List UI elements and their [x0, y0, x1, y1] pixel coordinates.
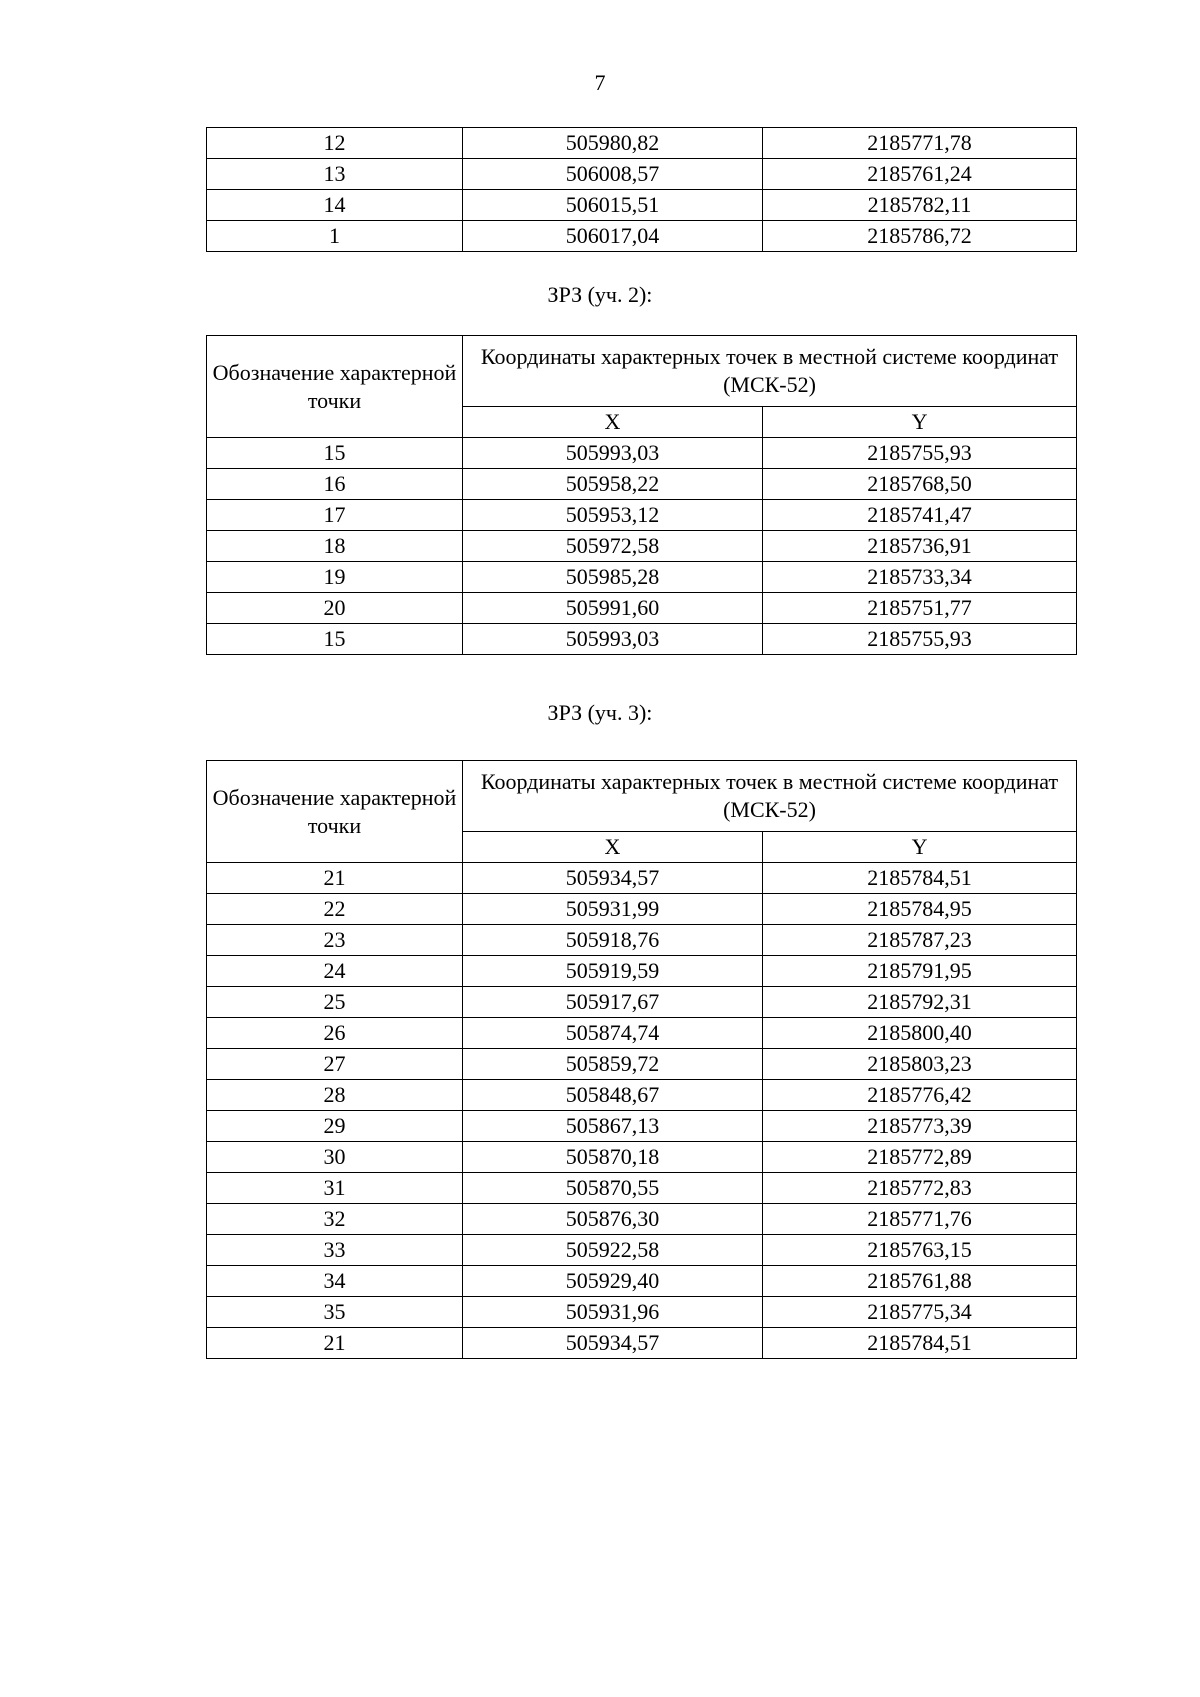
cell-point-number: 17: [207, 500, 463, 531]
table-row: [207, 624, 1077, 655]
section-caption-2: ЗРЗ (уч. 2):: [547, 282, 653, 307]
header-x: X: [463, 407, 763, 438]
cell-x: 505874,74: [463, 1018, 763, 1049]
cell-y: 2185736,91: [763, 531, 1077, 562]
cell-x: 505917,67: [463, 987, 763, 1018]
cell-point-number: 24: [207, 956, 463, 987]
table-row: [207, 128, 1077, 159]
cell-x: 506008,57: [463, 159, 763, 190]
cell-point-number: 18: [207, 531, 463, 562]
header-coordinates: Координаты характерных точек в местной системе координат (МСК-52): [463, 761, 1077, 832]
cell-y: 2185782,11: [763, 190, 1077, 221]
cell-x: 505929,40: [463, 1266, 763, 1297]
cell-point-number: 22: [207, 894, 463, 925]
table-row: [207, 1080, 1077, 1111]
cell-x: 505985,28: [463, 562, 763, 593]
cell-point-number: 31: [207, 1173, 463, 1204]
cell-y: 2185755,93: [763, 438, 1077, 469]
table-body: [207, 128, 1077, 252]
table-row: [207, 956, 1077, 987]
cell-x: 505953,12: [463, 500, 763, 531]
cell-point-number: 32: [207, 1204, 463, 1235]
cell-x: 505972,58: [463, 531, 763, 562]
coordinates-table-section-3: [206, 760, 1077, 1359]
cell-y: 2185761,24: [763, 159, 1077, 190]
cell-y: 2185763,15: [763, 1235, 1077, 1266]
cell-y: 2185733,34: [763, 562, 1077, 593]
cell-y: 2185784,51: [763, 1328, 1077, 1359]
table-header: [207, 761, 1077, 863]
cell-point-number: 14: [207, 190, 463, 221]
coordinates-table-continuation: [206, 127, 1077, 252]
coordinates-table-section-2: [206, 335, 1077, 655]
table-row: [207, 894, 1077, 925]
cell-y: 2185773,39: [763, 1111, 1077, 1142]
header-coordinates: Координаты характерных точек в местной системе координат (МСК-52): [463, 336, 1077, 407]
cell-y: 2185784,95: [763, 894, 1077, 925]
cell-y: 2185792,31: [763, 987, 1077, 1018]
table-row: [207, 221, 1077, 252]
cell-point-number: 30: [207, 1142, 463, 1173]
table-row: [207, 1018, 1077, 1049]
cell-x: 505859,72: [463, 1049, 763, 1080]
header-y: Y: [763, 832, 1077, 863]
table-row: [207, 562, 1077, 593]
cell-point-number: 33: [207, 1235, 463, 1266]
table-row: [207, 863, 1077, 894]
cell-point-number: 25: [207, 987, 463, 1018]
table-row: [207, 1204, 1077, 1235]
table-row: [207, 159, 1077, 190]
cell-y: 2185787,23: [763, 925, 1077, 956]
cell-y: 2185775,34: [763, 1297, 1077, 1328]
table-row: [207, 1049, 1077, 1080]
table-row: [207, 1266, 1077, 1297]
cell-y: 2185755,93: [763, 624, 1077, 655]
cell-y: 2185800,40: [763, 1018, 1077, 1049]
cell-y: 2185786,72: [763, 221, 1077, 252]
table-row: [207, 531, 1077, 562]
cell-point-number: 12: [207, 128, 463, 159]
cell-point-number: 21: [207, 863, 463, 894]
cell-x: 505991,60: [463, 593, 763, 624]
cell-y: 2185776,42: [763, 1080, 1077, 1111]
cell-point-number: 20: [207, 593, 463, 624]
cell-x: 505922,58: [463, 1235, 763, 1266]
cell-x: 505980,82: [463, 128, 763, 159]
cell-y: 2185803,23: [763, 1049, 1077, 1080]
cell-y: 2185771,76: [763, 1204, 1077, 1235]
header-point-designation: Обозначение характерной точки: [207, 761, 463, 863]
table-body: [207, 438, 1077, 655]
cell-x: 505919,59: [463, 956, 763, 987]
cell-x: 505918,76: [463, 925, 763, 956]
cell-point-number: 35: [207, 1297, 463, 1328]
table-row: [207, 190, 1077, 221]
cell-point-number: 21: [207, 1328, 463, 1359]
cell-point-number: 26: [207, 1018, 463, 1049]
cell-point-number: 34: [207, 1266, 463, 1297]
table-row: [207, 593, 1077, 624]
cell-point-number: 1: [207, 221, 463, 252]
table-row: [207, 1142, 1077, 1173]
page-number: 7: [594, 70, 606, 95]
cell-point-number: 16: [207, 469, 463, 500]
cell-x: 505848,67: [463, 1080, 763, 1111]
table-row: [207, 1328, 1077, 1359]
cell-point-number: 15: [207, 624, 463, 655]
header-point-designation: Обозначение характерной точки: [207, 336, 463, 438]
cell-x: 505931,96: [463, 1297, 763, 1328]
header-x: X: [463, 832, 763, 863]
header-y: Y: [763, 407, 1077, 438]
cell-y: 2185761,88: [763, 1266, 1077, 1297]
cell-y: 2185772,89: [763, 1142, 1077, 1173]
cell-y: 2185741,47: [763, 500, 1077, 531]
cell-x: 505931,99: [463, 894, 763, 925]
cell-x: 506015,51: [463, 190, 763, 221]
table-body: [207, 863, 1077, 1359]
cell-x: 505993,03: [463, 624, 763, 655]
cell-y: 2185791,95: [763, 956, 1077, 987]
table-row: [207, 500, 1077, 531]
cell-y: 2185771,78: [763, 128, 1077, 159]
cell-x: 505934,57: [463, 863, 763, 894]
cell-x: 505876,30: [463, 1204, 763, 1235]
cell-y: 2185784,51: [763, 863, 1077, 894]
cell-x: 505958,22: [463, 469, 763, 500]
table-row: [207, 438, 1077, 469]
cell-point-number: 29: [207, 1111, 463, 1142]
cell-y: 2185751,77: [763, 593, 1077, 624]
cell-y: 2185768,50: [763, 469, 1077, 500]
cell-x: 505867,13: [463, 1111, 763, 1142]
table-row: [207, 1235, 1077, 1266]
section-caption-3: ЗРЗ (уч. 3):: [547, 700, 653, 725]
cell-point-number: 19: [207, 562, 463, 593]
table-row: [207, 469, 1077, 500]
table-row: [207, 987, 1077, 1018]
cell-x: 505870,18: [463, 1142, 763, 1173]
cell-point-number: 13: [207, 159, 463, 190]
cell-point-number: 23: [207, 925, 463, 956]
cell-x: 506017,04: [463, 221, 763, 252]
cell-point-number: 27: [207, 1049, 463, 1080]
cell-point-number: 28: [207, 1080, 463, 1111]
cell-point-number: 15: [207, 438, 463, 469]
cell-y: 2185772,83: [763, 1173, 1077, 1204]
table-header: [207, 336, 1077, 438]
table-row: [207, 1173, 1077, 1204]
table-row: [207, 1297, 1077, 1328]
table-row: [207, 1111, 1077, 1142]
cell-x: 505934,57: [463, 1328, 763, 1359]
cell-x: 505870,55: [463, 1173, 763, 1204]
table-row: [207, 925, 1077, 956]
cell-x: 505993,03: [463, 438, 763, 469]
